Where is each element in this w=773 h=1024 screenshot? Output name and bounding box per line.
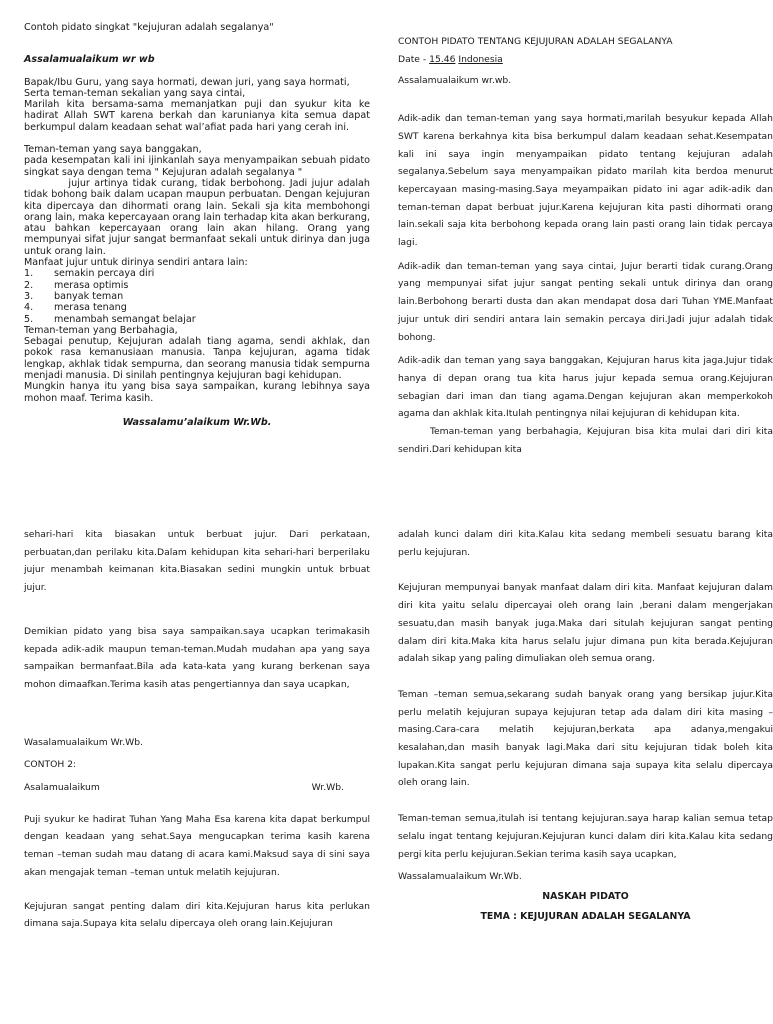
section-label: CONTOH 2: [24,759,77,771]
opening-greeting: Asalamualaikum Wr.Wb. [24,782,344,794]
document-page-2 [0,512,773,1024]
theme-heading: TEMA : KEJUJURAN ADALAH SEGALANYA [480,910,691,922]
paragraph: Puji syukur ke hadirat Tuhan Yang Maha Esa karena kita dapat berkumpul dengan keadaan yang sehat.Saya mengucapkan terima kasih karena teman –teman sudah mau datang di acara kami.Maksud saya di sini saya akan mengajak teman –teman untuk melatih kejujuran. [24,813,370,878]
list-item: 4. merasa tenang [24,302,127,314]
speech-title: Contoh pidato singkat "kejujuran adalah segalanya" [24,22,274,33]
date-line: Date - 15.46 Indonesia [398,53,503,65]
paragraph: Kejujuran sangat penting dalam diri kita.Kejujuran harus kita perlukan dimana saja.Supaya kita selalu dipercaya oleh orang lain.Kejujuran [24,900,370,930]
paragraph: Adik-adik dan teman-teman yang saya hormati,marilah besyukur kepada Allah SWT karena berkahnya kita bisa berkumpul dalam keadaan sehat.Kesempatan kali ini saya ingin menyampaikan pidato tentang kejujuran adalah segalanya.Sebelum saya menyampaikan pidato marilah kita berdoa menurut kepercayaan masing-masing.Saya meyampaikan pidato ini agar adik-adik dan teman-teman dapat berbuat jujur.Karena kejujuran kita pasti dihormati orang lain.sekali saja kita berbohong kepada orang lain pasti orang lain tidak percaya lagi. [398,113,773,249]
page2-right-column [398,526,773,1022]
paragraph: Sebagai penutup, Kejujuran adalah tiang agama, sendi akhlak, dan pokok rasa kemanusiaan manusia. Tanpa kejujuran, agama tidak lengkap, akhlak tidak sempurna, dan seorang manusia tidak sempurna menjadi manusia. Di sinilah pentingnya kejujuran bagi kehidupan. [24,336,370,382]
address-line: Teman-teman yang saya banggakan, [24,144,202,156]
paragraph: jujur artinya tidak curang, tidak berbohong. Jadi jujur adalah tidak bohong baik dalam ucapan maupun perbuatan. Dengan kejujuran kita dipercaya dan dihormati orang lain. Sekali sja kita membohongi orang lain, maka kepercayaan orang lain terhadap kita akan berkurang, atau bahkan kepercayaan orang lain akan hilang. Orang yang mempunyai sifat jujur sangat bermanfaat sekali untuk dirinya dan juga untuk orang lain. [24,177,374,257]
date-place: Indonesia [458,53,503,65]
paragraph: pada kesempatan kali ini ijinkanlah saya menyampaikan sebuah pidato singkat saya dengan tema " Kejujuran adalah segalanya " [24,155,370,178]
paragraph: Kejujuran mempunyai banyak manfaat dalam diri kita. Manfaat kejujuran dalam diri kita yaitu selalu dipercayai oleh orang lain ,berani dalam mengerjakan sesuatu,dan masih banyak juga.Maka dari situlah kejujuran sangat penting dalam diri kita.Maka kita harus selalu jujur dimana pun kita berada.Kejujuran adalah sikap yang paling dimuliakan oleh semua orang. [398,582,773,665]
list-intro: Manfaat jujur untuk dirinya sendiri antara lain: [24,257,248,269]
paragraph: Teman-teman semua,itulah isi tentang kejujuran.saya harap kalian semua tetap selalu ingat tentang kejujuran.Kejujuran kunci dalam diri kita.Kalau kita sedang pergi kita perlu kejujuran.Sekian terima kasih saya ucapkan, [398,813,773,860]
script-heading: NASKAH PIDATO [542,890,629,902]
paragraph: Adik-adik dan teman-teman yang saya cintai, Jujur berarti tidak curang.Orang yang mempunyai sifat jujur sangat penting sekali untuk dirinya dan orang lain.Berbohong berarti dusta dan akan mendapat dosa dari Tuhan YME.Manfaat jujur untuk diri sendiri antara lain semakin percaya diri.Jadi jujur adalah tidak bohong. [398,260,773,343]
paragraph: Mungkin hanya itu yang bisa saya sampaikan, kurang lebihnya saya mohon maaf. Terima kasih. [24,381,370,404]
audience-line-1: Bapak/Ibu Guru, yang saya hormati, dewan juri, yang saya hormati, [24,76,350,88]
speech-title: CONTOH PIDATO TENTANG KEJUJURAN ADALAH SEGALANYA [398,36,673,47]
address-line: Teman-teman yang Berbahagia, [24,324,178,336]
page2-left-column [24,526,370,1022]
paragraph: sehari-hari kita biasakan untuk berbuat jujur. Dari perkataan, perbuatan,dan perilaku kita.Dalam kehidupan kita sehari-hari berperilaku jujur menambah keimanan kita.Biasakan sedini mungkin untuk brbuat jujur. [24,529,370,594]
page1-right-column [398,33,773,481]
paragraph: Teman-teman yang berbahagia, Kejujuran bisa kita mulai dari diri kita sendiri.Dari kehidupan kita [398,426,773,455]
paragraph: adalah kunci dalam diri kita.Kalau kita sedang membeli sesuatu barang kita perlu kejujuran. [398,529,773,558]
paragraph: Demikian pidato yang bisa saya sampaikan.saya ucapkan terimakasih kepada adik-adik maupun teman-teman.Mudah mudahan apa yang saya sampaikan bermanfaat.Bila ada kata-kata yang kurang berkenan saya mohon dimaafkan.Terima kasih atas pengertiannya dan saya ucapkan, [24,625,370,690]
paragraph: Teman –teman semua,sekarang sudah banyak orang yang bersikap jujur.Kita perlu melatih kejujuran supaya kejujuran tetap ada dalam diri kita masing –masing.Cara-cara melatih kejujuran,berkata apa adanya,mengakui kesalahan,dan masih banyak lagi.Maka dari situ kejujuran tidak boleh kita lupakan.Kita sangat perlu kejujuran dimana saja supaya kita selalu dipercaya oleh orang lain. [398,688,773,789]
list-item: 3. banyak teman [24,290,124,302]
list-item: 1. semakin percaya diri [24,268,155,280]
closing-greeting: Wassalamualaikum Wr.Wb. [398,871,522,883]
closing-greeting: Wassalamu’alaikum Wr.Wb. [122,416,272,428]
page1-left-column [24,22,374,452]
benefits-list [24,268,370,324]
list-item: 5. menambah semangat belajar [24,313,196,325]
paragraph: Adik-adik dan teman yang saya banggakan, Kejujuran harus kita jaga.Jujur tidak hanya di depan orang tua kita harus jujur kepada semua orang.Kejujuran sebagian dari iman dan tiang agama.Dengan kejujuran akan memperkokoh agama dan akhlak kita.Itulah pentingnya nilai kejujuran di kehidupan kita. [398,355,773,420]
opening-greeting: Assalamualaikum wr wb [24,54,155,66]
paragraph: Marilah kita bersama-sama memanjatkan puji dan syukur kita ke hadirat Allah SWT karena berkah dan karunianya kita semua dapat berkumpul dalam keadaan sehat wal’afiat pada hari yang cerah ini. [24,99,370,133]
opening-greeting: Assalamualaikum wr.wb. [398,75,512,87]
list-item: 2. merasa optimis [24,279,129,291]
audience-line-2: Serta teman-teman sekalian yang saya cintai, [24,87,246,99]
closing-greeting: Wasalamualaikum Wr.Wb. [24,736,143,748]
date-time: 15.46 [429,53,456,65]
